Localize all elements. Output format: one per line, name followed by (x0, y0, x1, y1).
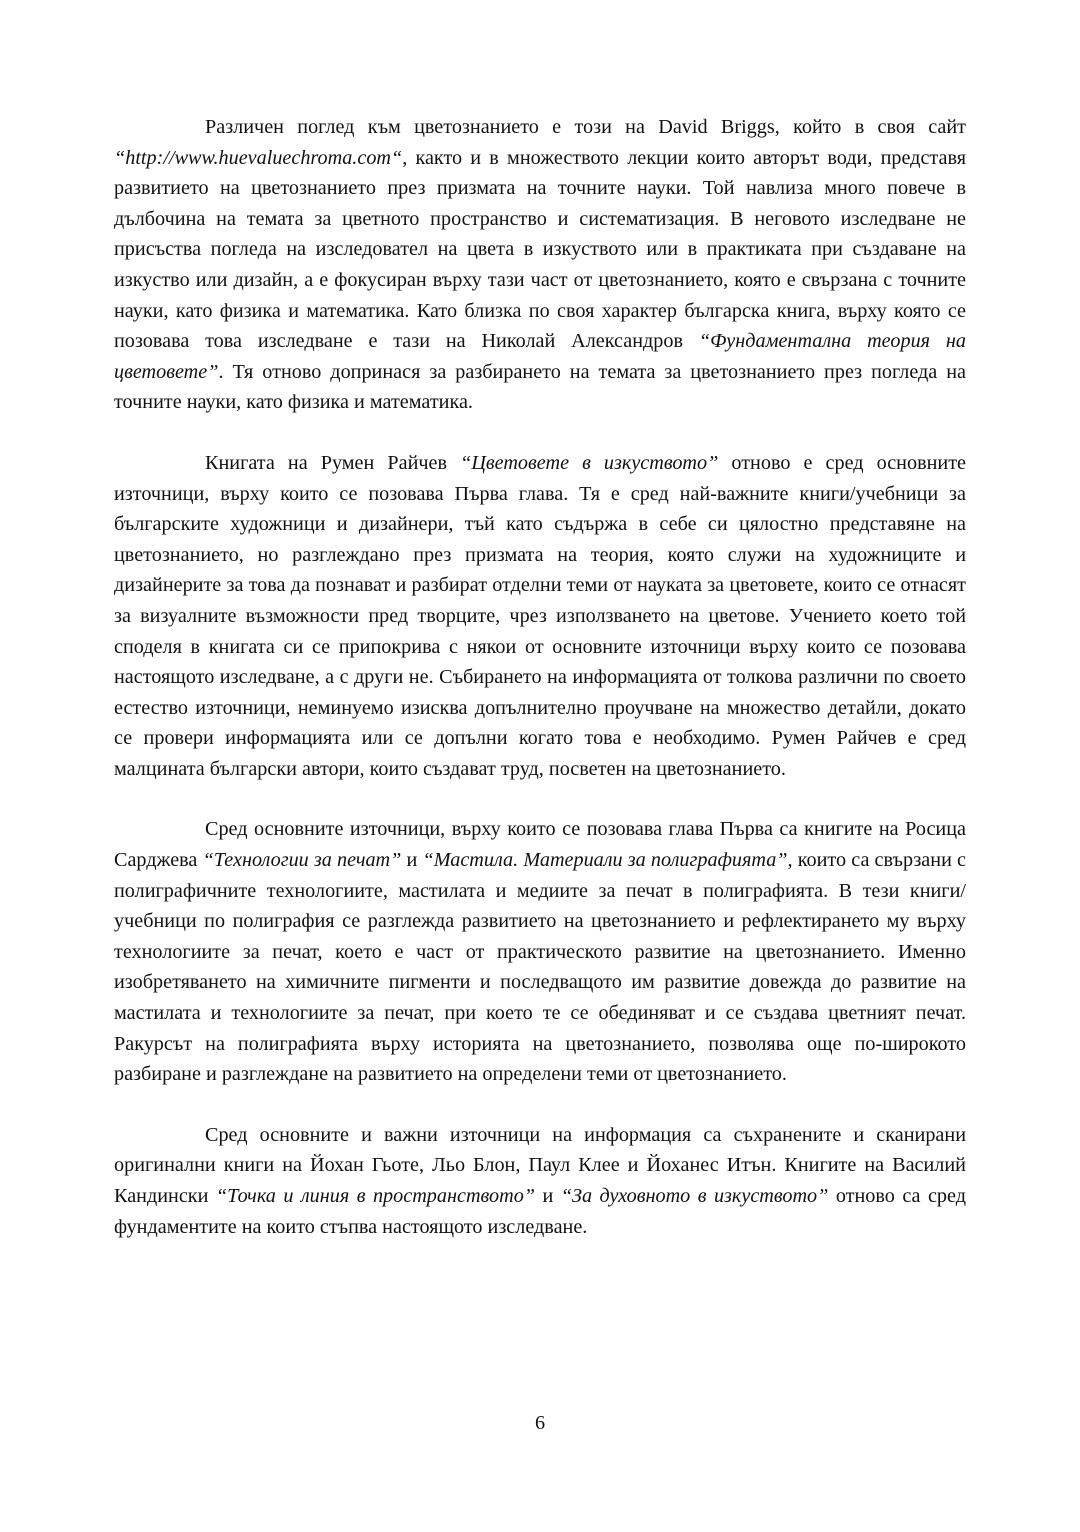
paragraph-3-book-title-1: “Технологии за печат” (202, 849, 402, 872)
paragraph-1-book-title: “Фундаментална теория на цветовете” (114, 330, 966, 383)
paragraph-2 (114, 448, 966, 785)
paragraph-4 (114, 1120, 966, 1242)
paragraph-3-text-1: Сред основните източници, върху които се позовава глава Първа са книгите на Росица Сарджева (114, 818, 966, 872)
paragraph-4-text-2: и (535, 1185, 561, 1207)
paragraph-4-text-1: Сред основните и важни източници на информация са съхранените и сканирани оригинални книги на Йохан Гьоте, Льо Блон, Паул Клее и Йоханес Итън. Книгите на Василий Кандински (114, 1123, 966, 1207)
paragraph-3-book-title-2: “Мастила. Материали за полиграфията”, (422, 849, 793, 872)
paragraph-1-text-3: . Тя отново допринася за разбирането на темата за цветознанието през погледа на точните науки, като физика и математика. (114, 360, 966, 414)
paragraph-3-text-2: и (401, 849, 423, 872)
paragraph-1 (114, 112, 966, 418)
paragraph-4-book-title-1: “Точка и линия в пространството” (215, 1185, 536, 1207)
paragraph-3 (114, 814, 966, 1089)
paragraph-2-text-2: отново е сред основните източници, върху които се позовава Първа глава. Тя е сред най-важните книги/учебници за българските художници и дизайнери, тъй като съдържа в себе си цялостно представяне на цветознанието, но разглеждано през призмата на теория, която служи на художниците и дизайнерите за това да познават и разбират отделни теми от науката за цветовете, които се отнасят за визуалните възможности пред творците, чрез използването на цветове. Учението което той споделя в книгата си се припокрива с някои от основните източници върху които се позовава настоящото изследване, а с други не. Събирането на информацията от толкова различни по своето естество източници, неминуемо изисква допълнително проучване на множество детайли, докато се провери информацията или се допълни когато това е необходимо. Румен Райчев е сред малцината български автори, които създават труд, посветен на цветознанието. (114, 451, 966, 780)
paragraph-1-text-2: , както и в множеството лекции които авторът води, представя развитието на цветознанието през призмата на точните науки. Той навлиза много повече в дълбочина на темата за цветното пространство и систематизация. В неговото изследване не присъства погледа на изследовател на цвета в изкуството или в практиката при създаване на изкуство или дизайн, а е фокусиран върху тази част от цветознанието, която е свързана с точните науки, като физика и математика. Като близка по своя характер българска книга, върху която се позовава това изследване е тази на Николай Александров (114, 146, 966, 353)
document-body (114, 112, 966, 1242)
paragraph-1-website-quote: “http://www.huevaluechroma.com“ (114, 146, 403, 169)
paragraph-2-book-title: “Цветовете в изкуството” (460, 451, 719, 474)
paragraph-3-text-3: които са свързани с полиграфичните технологиите, мастилата и медиите за печат в полиграфията. В тези книги/учебници по полиграфия се разглежда развитието на цветознанието и рефлектирането му върху технологиите за печат, което е част от практическото развитие на цветознанието. Именно изобретяването на химичните пигменти и последващото им развитие довежда до развитие на мастилата и технологиите за печат, при което те се обединяват и се създава цветният печат. Ракурсът на полиграфията върху историята на цветознанието, позволява още по-широкото разбиране и разглеждане на развитието на определени теми от цветознанието. (114, 849, 966, 1086)
paragraph-4-book-title-2: “За духовното в изкуството” (560, 1185, 829, 1207)
page-number: 6 (534, 1412, 546, 1434)
paragraph-1-text-1: Различен поглед към цветознанието е този на David Briggs, който в своя сайт (205, 116, 966, 138)
paragraph-4-text-3: отново са сред фундаментите на които стъпва настоящото изследване. (114, 1185, 966, 1238)
paragraph-2-text-1: Книгата на Румен Райчев (205, 451, 461, 474)
